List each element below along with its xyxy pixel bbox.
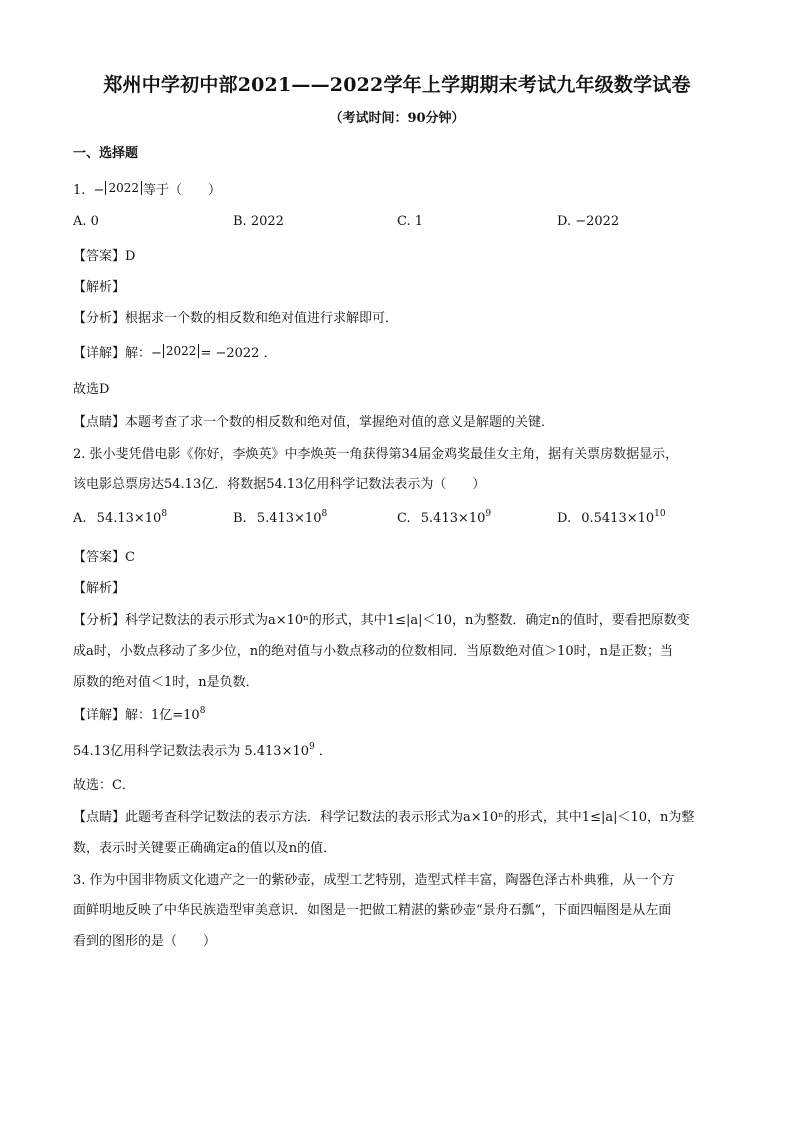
analysis-label: 【解析】 xyxy=(73,581,126,596)
option-value: 0.5413×10 xyxy=(581,511,655,526)
solution-prefix: 【详解】解：1亿=10 xyxy=(73,708,200,723)
solution-prefix: 【详解】解：− xyxy=(73,346,162,361)
question-stem-tail: 等于（ ） xyxy=(143,183,222,198)
minus-sign: − xyxy=(93,183,105,198)
option-label: B. xyxy=(233,511,247,526)
detailed-solution xyxy=(73,342,277,361)
section-heading: 一、选择题 xyxy=(73,146,139,161)
solution-result: = −2022 ． xyxy=(200,346,277,361)
question-2-stem-line2: 该电影总票房达54.13亿．将数据54.13亿用科学记数法表示为（ ） xyxy=(73,477,486,492)
exponent: 9 xyxy=(485,509,492,519)
option-b: B. 2022 xyxy=(233,214,284,229)
result-text: 54.13亿用科学记数法表示为 5.413×10 xyxy=(73,744,309,759)
question-3-stem-line1: 3. 作为中国非物质文化遗产之一的紫砂壶，成型工艺特别，造型式样丰富，陶器色泽古朴典雅，从一个方 xyxy=(73,873,675,888)
analysis-line-3: 原数的绝对值＜1时，n是负数． xyxy=(73,675,259,690)
absolute-value: 2022 xyxy=(105,181,142,195)
question-2-stem-line1: 2. 张小斐凭借电影《你好，李焕英》中李焕英一角获得第34届金鸡奖最佳女主角，据有关票房数据显示， xyxy=(73,447,679,462)
result-suffix: ． xyxy=(314,744,332,759)
key-point-line-1: 【点睛】此题考查科学记数法的表示方法．科学记数法的表示形式为a×10ⁿ的形式，其中1≤|a|＜10，n为整 xyxy=(73,810,695,825)
option-d: D. −2022 xyxy=(557,214,620,229)
exponent: 9 xyxy=(309,742,315,752)
option-label: C. xyxy=(397,511,411,526)
key-point-line-2: 数，表示时关键要正确确定a的值以及n的值． xyxy=(73,841,337,856)
question-1-stem xyxy=(73,179,221,198)
option-d xyxy=(557,511,666,526)
exponent: 8 xyxy=(161,509,168,519)
question-number: 1. xyxy=(73,183,86,198)
question-3-stem-line3: 看到的图形的是（ ） xyxy=(73,934,217,949)
option-b xyxy=(233,511,327,526)
option-a xyxy=(73,511,167,526)
exponent: 8 xyxy=(199,706,206,716)
page-title: 郑州中学初中部2021——2022学年上学期期末考试九年级数学试卷 xyxy=(103,74,691,96)
absolute-value: 2022 xyxy=(163,344,200,358)
choice-conclusion: 故选：C． xyxy=(73,778,135,793)
key-point: 【点睛】本题考查了求一个数的相反数和绝对值，掌握绝对值的意义是解题的关键． xyxy=(73,415,555,430)
detailed-solution xyxy=(73,704,205,723)
option-a: A. 0 xyxy=(73,214,99,229)
question-3-stem-line2: 面鲜明地反映了中华民族造型审美意识．如图是一把做工精湛的紫砂壶“景舟石瓢”，下面四幅图是从左面 xyxy=(73,903,672,918)
analysis-line-1: 【分析】科学记数法的表示形式为a×10ⁿ的形式，其中1≤|a|＜10，n为整数．确定n的值时，要看把原数变 xyxy=(73,613,690,628)
option-label: A. xyxy=(73,511,87,526)
option-label: D. xyxy=(557,511,572,526)
analysis-summary: 【分析】根据求一个数的相反数和绝对值进行求解即可． xyxy=(73,311,399,326)
analysis-label: 【解析】 xyxy=(73,280,126,295)
option-c xyxy=(397,511,491,526)
analysis-line-2: 成a时，小数点移动了多少位，n的绝对值与小数点移动的位数相同．当原数绝对值＞10时，n是正数；当 xyxy=(73,644,674,659)
option-c: C. 1 xyxy=(397,214,424,229)
answer-label: 【答案】D xyxy=(73,249,136,264)
exponent: 10 xyxy=(654,509,666,519)
option-value: 5.413×10 xyxy=(256,511,322,526)
choice-conclusion: 故选D xyxy=(73,382,110,397)
answer-label: 【答案】C xyxy=(73,550,135,565)
option-value: 5.413×10 xyxy=(420,511,486,526)
exam-duration: （考试时间：90分钟） xyxy=(329,111,465,126)
option-value: 54.13×10 xyxy=(96,511,162,526)
exponent: 8 xyxy=(321,509,328,519)
solution-result xyxy=(73,740,332,759)
